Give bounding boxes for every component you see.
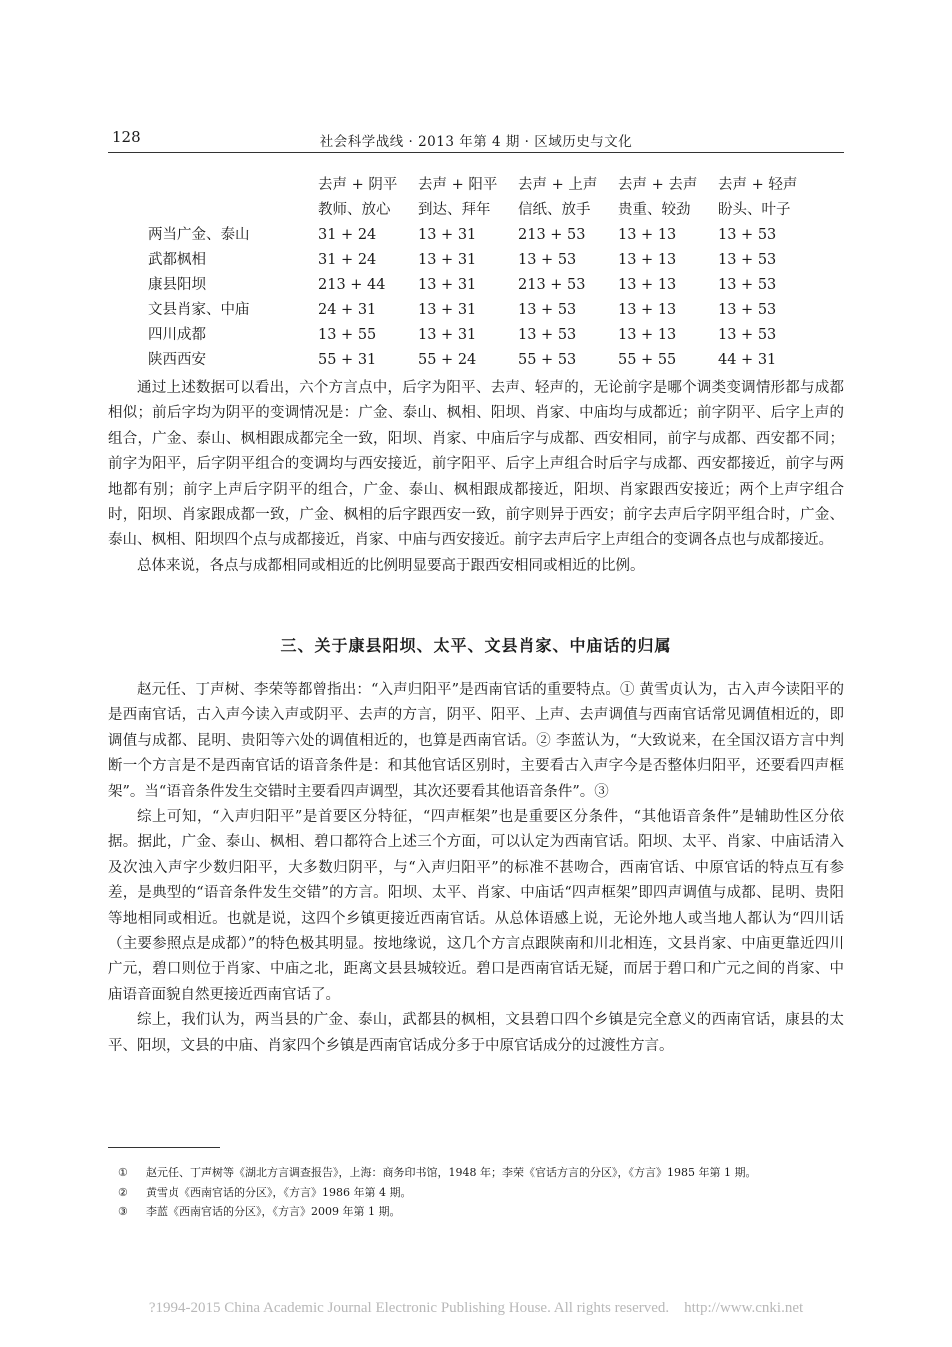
table-corner-cell [148,198,318,223]
header-example-cell: 信纸、放手 [518,202,591,218]
footnote-mark: ③ [118,1205,128,1218]
table-cell: 55 + 31 [318,352,377,368]
body-paragraph: 综上可知，“入声归阳平”是首要区分特征，“四声框架”也是重要区分条件，“其他语音条件”是辅助性区分依据。据此，广金、泰山、枫相、碧口都符合上述三个方面，可以认定为西南官话。阳坝、太平、肖家、中庙话清入及次浊入声字少数归阳平，大多数归阴平，与“入声归阳平”的标准不甚吻合，西南官话、中原官话的特点互有参差，是典型的“语音条件发生交错”的方言。阳坝、太平、肖家、中庙话“四声框架”即四声调值与成都、昆明、贵阳等地相同或相近。也就是说，这四个乡镇更接近西南官话。从总体语感上说，无论外地人或当地人都认为“四川话（主要参照点是成都）”的特色极其明显。按地缘说，这几个方言点跟陕南和川北相连，文县肖家、中庙更靠近四川广元，碧口则位于肖家、中庙之北，距离文县县城较近。碧口是西南官话无疑，而居于碧口和广元之间的肖家、中庙语音面貌自然更接近西南官话了。 [108,809,844,1003]
table-cell: 13 + 53 [718,302,777,318]
footnote [118,1183,848,1203]
table-cell: 13 + 53 [718,252,777,268]
running-title: 社会科学战线 · 2013 年第 4 期 · 区域历史与文化 [319,134,633,150]
body-paragraph: 总体来说，各点与成都相同或相近的比例明显要高于跟西安相同或相近的比例。 [137,557,645,574]
body-paragraph: 综上，我们认为，两当县的广金、泰山，武都县的枫相，文县碧口四个乡镇是完全意义的西南官话，康县的太平、阳坝，文县的中庙、肖家四个乡镇是西南官话成分多于中原官话成分的过渡性方言。 [108,1012,844,1054]
table-cell: 31 + 24 [318,227,377,243]
header-tone-cell: 去声 + 去声 [618,177,698,193]
footnote-rule [108,1147,220,1148]
table-cell: 13 + 53 [718,327,777,343]
footnote [118,1163,848,1183]
table-cell: 13 + 55 [318,327,377,343]
table-row [148,273,818,298]
table-cell: 13 + 13 [618,227,677,243]
table-cell: 44 + 31 [718,352,777,368]
header-example-cell: 教师、放心 [318,202,391,218]
body-part-1 [108,376,844,579]
table-cell: 13 + 13 [618,327,677,343]
table-row [148,223,818,248]
table-cell: 13 + 53 [718,227,777,243]
copyright-watermark: ?1994-2015 China Academic Journal Electronic Publishing House. All rights reserved. http://www.cnki.net [148,1300,804,1316]
table-cell: 13 + 31 [418,277,477,293]
header-example-cell: 盼头、叶子 [718,202,791,218]
table-cell: 55 + 24 [418,352,477,368]
footnote-mark: ① [118,1166,128,1179]
table-cell: 13 + 31 [418,227,477,243]
tone-sandhi-table [148,173,818,373]
table-cell: 13 + 31 [418,327,477,343]
header-tone-cell: 去声 + 轻声 [718,177,798,193]
table-example-row [148,198,818,223]
table-cell: 213 + 44 [318,277,386,293]
table-cell: 13 + 13 [618,277,677,293]
table-cell: 31 + 24 [318,252,377,268]
body-part-2 [108,678,844,1059]
table-cell: 13 + 31 [418,252,477,268]
table-cell: 24 + 31 [318,302,377,318]
table-cell: 213 + 53 [518,227,586,243]
row-label: 康县阳坝 [148,277,206,293]
table-cell: 13 + 53 [718,277,777,293]
header-tone-cell: 去声 + 阳平 [418,177,498,193]
header-tone-cell: 去声 + 阴平 [318,177,398,193]
table-row [148,298,818,323]
table-row [148,248,818,273]
header-example-cell: 贵重、较劲 [618,202,691,218]
table-cell: 13 + 53 [518,252,577,268]
row-label: 两当广金、泰山 [148,227,250,243]
table-cell: 13 + 13 [618,252,677,268]
table-cell: 55 + 55 [618,352,677,368]
footnote-text: 赵元任、丁声树等《湖北方言调查报告》，上海：商务印书馆，1948 年；李荣《官话方言的分区》，《方言》1985 年第 1 期。 [146,1166,757,1179]
footnotes [118,1163,848,1222]
row-label: 文县肖家、中庙 [148,302,250,318]
table-cell: 213 + 53 [518,277,586,293]
table-row [148,323,818,348]
table-cell: 55 + 53 [518,352,577,368]
header-rule [108,152,844,153]
table-cell: 13 + 31 [418,302,477,318]
table-corner-cell [148,173,318,198]
header-example-cell: 到达、拜年 [418,202,491,218]
footnote [118,1202,848,1222]
table-cell: 13 + 53 [518,327,577,343]
table-cell: 13 + 53 [518,302,577,318]
table-cell: 13 + 13 [618,302,677,318]
footnote-text: 李蓝《西南官话的分区》，《方言》2009 年第 1 期。 [146,1205,401,1218]
row-label: 陕西西安 [148,352,206,368]
row-label: 四川成都 [148,327,206,343]
section-heading: 三、关于康县阳坝、太平、文县肖家、中庙话的归属 [280,636,672,655]
footnote-mark: ② [118,1185,128,1199]
table-row [148,348,818,373]
row-label: 武都枫相 [148,252,206,268]
body-paragraph: 赵元任、丁声树、李荣等都曾指出：“入声归阳平”是西南官话的重要特点。① 黄雪贞认为，古入声今读阳平的是西南官话，古入声今读入声或阴平、去声的方言，阴平、阳平、上声、去声调值与西南官话常见调值相近的，即调值与成都、昆明、贵阳等六处的调值相近的，也算是西南官话。② 李蓝认为，“大致说来，在全国汉语方言中判断一个方言是不是西南官话的语音条件是：和其他官话区别时，主要看古入声字今是否整体归阳平，还要看四声框架”。当“语音条件发生交错时主要看四声调型，其次还要看其他语音条件”。③ [108,682,844,800]
header-tone-cell: 去声 + 上声 [518,177,598,193]
body-paragraph: 通过上述数据可以看出，六个方言点中，后字为阳平、去声、轻声的，无论前字是哪个调类变调情形都与成都相似；前后字均为阴平的变调情况是：广金、泰山、枫相、阳坝、肖家、中庙均与成都近；前字阴平、后字上声的组合，广金、泰山、枫相跟成都完全一致，阳坝、肖家、中庙后字与成都、西安相同，前字与成都、西安都不同；前字为阳平，后字阴平组合的变调均与西安接近，前字阳平、后字上声组合时后字与成都、西安都接近，前字与两地都有别；前字上声后字阴平的组合，广金、泰山、枫相跟成都接近，阳坝、肖家跟西安接近；两个上声字组合时，阳坝、肖家跟成都一致，广金、枫相的后字跟西安一致，前字则异于西安；前字去声后字阴平组合时，广金、泰山、枫相、阳坝四个点与成都接近，肖家、中庙与西安接近。前字去声后字上声组合的变调各点也与成都接近。 [108,380,844,549]
page-number: 128 [112,128,141,146]
table-header-row [148,173,818,198]
footnote-text: 黄雪贞《西南官话的分区》，《方言》1986 年第 4 期。 [146,1185,412,1199]
